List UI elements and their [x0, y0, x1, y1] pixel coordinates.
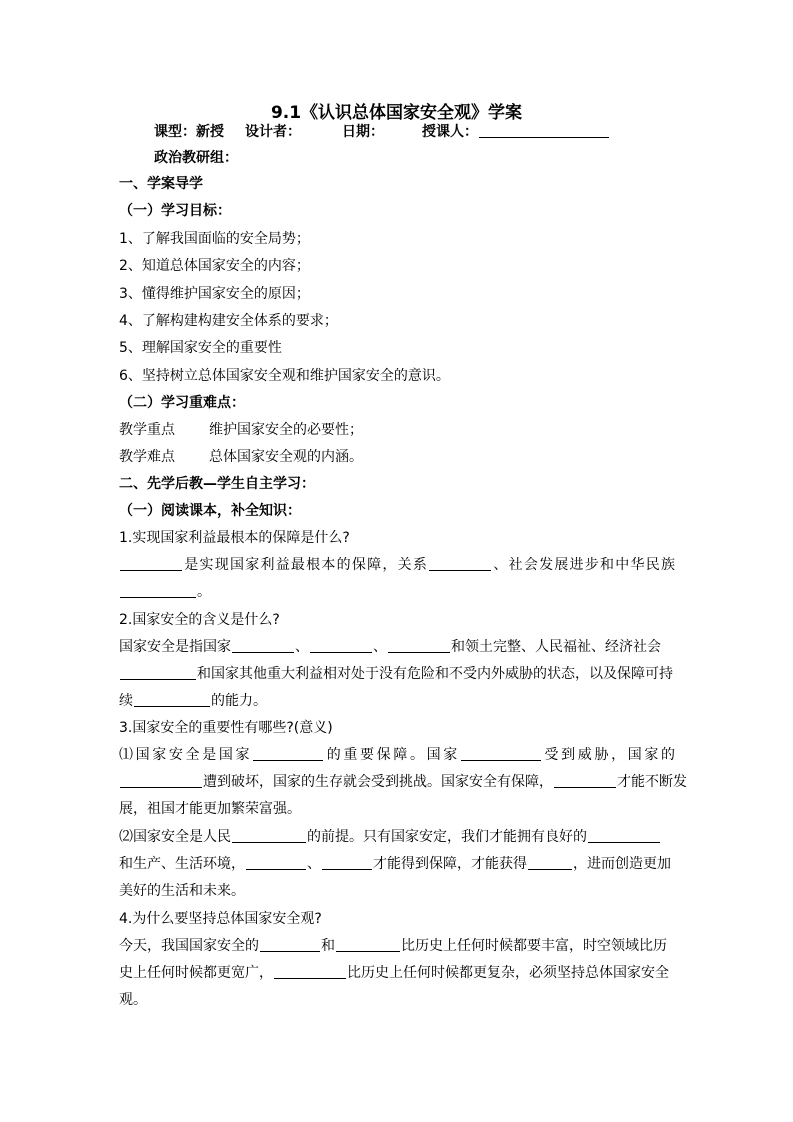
answer-text: ⑴国家安全是国家: [119, 747, 253, 763]
answer-text: 、社会发展进步和中华民族: [492, 557, 676, 573]
answer-3-line-6: 美好的生活和未来。: [119, 883, 245, 899]
key-point-row: [119, 420, 363, 440]
fill-blank[interactable]: [274, 964, 346, 979]
goals-heading: （一）学习目标：: [119, 203, 231, 219]
fill-blank[interactable]: [388, 638, 450, 653]
goal-item: 3、懂得维护国家安全的原因；: [119, 286, 310, 302]
fill-blank[interactable]: [322, 855, 372, 870]
answer-text: 遭到破坏，国家的生存就会受到挑战。国家安全有保障，: [203, 774, 553, 790]
answer-2-line-2: [119, 664, 673, 684]
answer-text: 的重要保障。国家: [324, 747, 460, 763]
page-title: 9.1《认识总体国家安全观》学案: [270, 103, 523, 123]
fill-blank[interactable]: [253, 746, 323, 761]
answer-text: 是实现国家利益最根本的保障，关系: [183, 557, 429, 573]
teacher-blank[interactable]: [479, 123, 609, 138]
answer-text: 和生产、生活环境，: [119, 856, 245, 872]
question-1: 1.实现国家利益最根本的保障是什么?: [119, 530, 350, 546]
answer-text: 比历史上任何时候都要丰富，时空领域比历: [401, 938, 667, 954]
date-label: 日期：: [342, 124, 384, 140]
answer-text: 今天，我国国家安全的: [119, 938, 259, 954]
fill-blank[interactable]: [588, 828, 660, 843]
answer-4-line-1: [119, 936, 667, 956]
answer-3-line-2: [119, 772, 687, 792]
teacher-label: [422, 121, 610, 141]
designer-label: 设计者：: [245, 124, 301, 140]
group-label: 政治教研组：: [154, 150, 238, 166]
fill-blank[interactable]: [246, 855, 306, 870]
goal-item: 4、了解构建构建安全体系的要求；: [119, 313, 338, 329]
answer-text: 比历史上任何时候都更复杂，必须坚持总体国家安全: [347, 965, 669, 981]
answer-text: 续: [119, 693, 133, 709]
fill-blank[interactable]: [120, 665, 196, 680]
focus-heading: （二）学习重难点：: [119, 395, 245, 411]
read-heading: （一）阅读课本，补全知识：: [119, 503, 301, 519]
separator: 、: [295, 639, 309, 655]
answer-text: ⑵国家安全是人民: [119, 829, 231, 845]
answer-text: ，进而创造更加: [573, 856, 671, 872]
question-2: 2.国家安全的含义是什么?: [119, 612, 280, 628]
fill-blank[interactable]: [232, 638, 294, 653]
answer-text: 和国家其他重大利益相对处于没有危险和不受内外威胁的状态，以及保障可持: [197, 666, 673, 682]
goal-item: 6、坚持树立总体国家安全观和维护国家安全的意识。: [119, 368, 450, 384]
answer-text: 的前提。只有国家安定，我们才能拥有良好的: [307, 829, 587, 845]
goal-item: 2、知道总体国家安全的内容；: [119, 258, 310, 274]
answer-text: 才能得到保障，才能获得: [373, 856, 527, 872]
difficult-point-label: 教学难点: [119, 449, 175, 465]
fill-blank[interactable]: [528, 855, 572, 870]
answer-3-line-3: 展，祖国才能更加繁荣富强。: [119, 801, 301, 817]
answer-4-line-2: [119, 963, 669, 983]
fill-blank[interactable]: [232, 828, 306, 843]
fill-blank[interactable]: [120, 583, 196, 598]
fill-blank[interactable]: [336, 937, 400, 952]
answer-text: 受到威胁，国家的: [541, 747, 676, 763]
section1-heading: 一、学案导学: [119, 176, 203, 192]
answer-3-line-5: [119, 854, 671, 874]
goal-item: 1、了解我国面临的安全局势；: [119, 231, 310, 247]
fill-blank[interactable]: [260, 937, 320, 952]
answer-3-line-4: [119, 827, 661, 847]
fill-blank[interactable]: [120, 773, 202, 788]
answer-text: 和: [321, 938, 335, 954]
answer-4-line-3: 观。: [119, 992, 147, 1008]
difficult-point-row: [119, 447, 363, 467]
answer-3-line-1: [119, 745, 675, 765]
teacher-label-text: 授课人：: [422, 124, 478, 140]
answer-text: 和领土完整、人民福祉、经济社会: [451, 639, 661, 655]
answer-2-line-3: [119, 691, 267, 711]
key-point-text: 维护国家安全的必要性；: [209, 422, 363, 438]
separator: 、: [373, 639, 387, 655]
answer-text: 才能不断发: [617, 774, 687, 790]
separator: 、: [307, 856, 321, 872]
section2-heading: 二、先学后教—学生自主学习：: [119, 476, 315, 492]
fill-blank[interactable]: [134, 692, 210, 707]
goal-item: 5、理解国家安全的重要性: [119, 340, 282, 356]
question-4: 4.为什么要坚持总体国家安全观?: [119, 911, 322, 927]
fill-blank[interactable]: [429, 556, 491, 571]
fill-blank[interactable]: [461, 746, 541, 761]
difficult-point-text: 总体国家安全观的内涵。: [209, 449, 363, 465]
question-3: 3.国家安全的重要性有哪些?(意义): [119, 720, 333, 736]
fill-blank[interactable]: [554, 773, 616, 788]
answer-text: 史上任何时候都更宽广，: [119, 965, 273, 981]
answer-1-line-1: [119, 555, 675, 575]
answer-text: 国家安全是指国家: [119, 639, 231, 655]
fill-blank[interactable]: [310, 638, 372, 653]
course-type-label: 课型：新授: [154, 124, 224, 140]
answer-2-line-1: [119, 637, 661, 657]
key-point-label: 教学重点: [119, 422, 175, 438]
answer-text: 的能力。: [211, 693, 267, 709]
answer-1-line-2: [119, 582, 211, 602]
answer-text: 。: [197, 584, 211, 600]
fill-blank[interactable]: [120, 556, 182, 571]
